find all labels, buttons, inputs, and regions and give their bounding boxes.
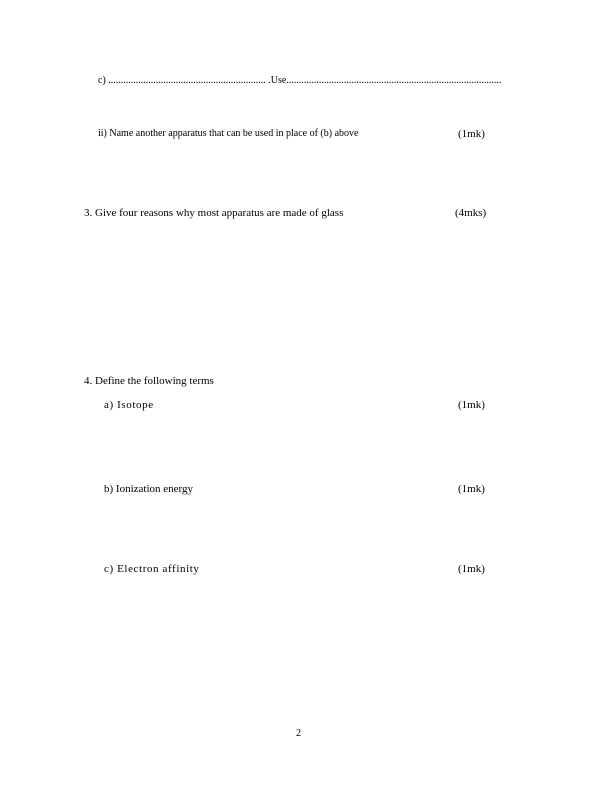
q2-ii-text: ii) Name another apparatus that can be used in place of (b) above [98, 128, 359, 139]
q2-c-prefix: c) [98, 75, 106, 86]
q2-c-answer-blank-left: ............................................................... [108, 75, 266, 86]
q4-heading: 4. Define the following terms [84, 375, 214, 387]
q2-ii-marks: (1mk) [458, 128, 485, 140]
q3-text: 3. Give four reasons why most apparatus are made of glass [84, 207, 344, 219]
q2-c-answer-blank-right: ...................................................................................... [286, 75, 502, 86]
q3-marks: (4mks) [455, 207, 487, 219]
q4-c-marks: (1mk) [458, 563, 485, 575]
q4-a-text: a) Isotope [104, 399, 154, 411]
q4-b-text: b) Ionization energy [104, 483, 193, 495]
page-number: 2 [296, 728, 301, 739]
q4-a-marks: (1mk) [458, 399, 485, 411]
q4-b-marks: (1mk) [458, 483, 485, 495]
q2-c-line [98, 76, 501, 86]
q4-c-text: c) Electron affinity [104, 563, 200, 575]
q2-c-use-label: .Use [268, 75, 287, 86]
